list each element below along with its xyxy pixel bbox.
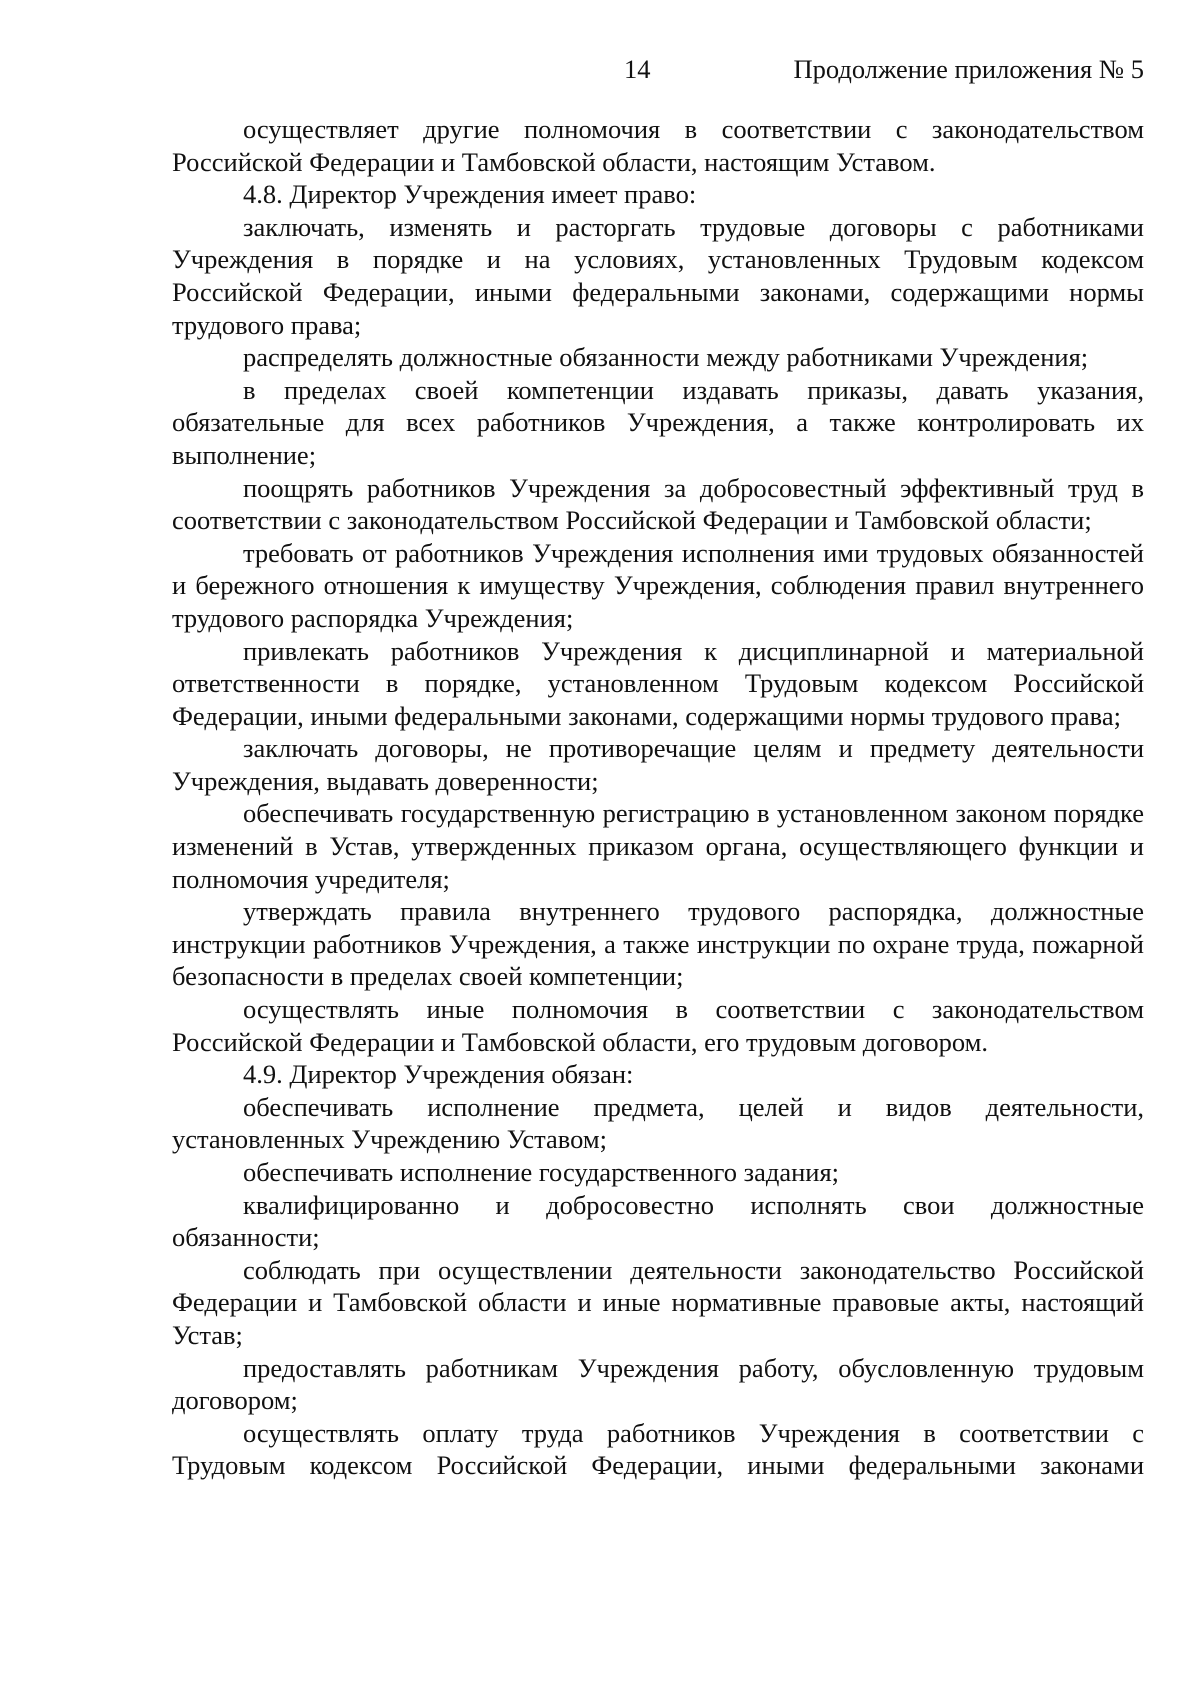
- paragraph: обеспечивать исполнение предмета, целей и видов деятельности, установленных Учреждению Уставом;: [172, 1091, 1144, 1155]
- paragraph: осуществлять оплату труда работников Учреждения в соответствии с Трудовым кодексом Российской Федерации, иными федеральными законами: [172, 1417, 1144, 1481]
- paragraph: заключать, изменять и расторгать трудовые договоры с работниками Учреждения в порядке и на условиях, установленных Трудовым кодексом Российской Федерации, иными федеральными законами, содержащими нормы трудового права;: [172, 211, 1144, 340]
- paragraph: квалифицированно и добросовестно исполнять свои должностные обязанности;: [172, 1189, 1144, 1253]
- paragraph: привлекать работников Учреждения к дисциплинарной и материальной ответственности в порядке, установленном Трудовым кодексом Российской Федерации, иными федеральными законами, содержащими нормы трудового права;: [172, 635, 1144, 731]
- paragraph: осуществлять иные полномочия в соответствии с законодательством Российской Федерации и Тамбовской области, его трудовым договором.: [172, 994, 1144, 1057]
- paragraph: соблюдать при осуществлении деятельности законодательство Российской Федерации и Тамбовской области и иные нормативные правовые акты, настоящий Устав;: [172, 1254, 1144, 1350]
- page-number: 14: [624, 54, 651, 84]
- section-heading-4-9: 4.9. Директор Учреждения обязан:: [243, 1059, 634, 1090]
- appendix-continuation-note: Продолжение приложения № 5: [793, 54, 1144, 84]
- paragraph: предоставлять работникам Учреждения работу, обусловленную трудовым договором;: [172, 1352, 1144, 1416]
- paragraph: требовать от работников Учреждения исполнения ими трудовых обязанностей и бережного отношения к имуществу Учреждения, соблюдения правил внутреннего трудового распорядка Учреждения;: [172, 537, 1144, 633]
- paragraph: обеспечивать исполнение государственного задания;: [243, 1157, 839, 1187]
- paragraph: в пределах своей компетенции издавать приказы, давать указания, обязательные для всех работников Учреждения, а также контролировать их выполнение;: [172, 374, 1144, 470]
- page-header: [172, 54, 1144, 94]
- paragraph: осуществляет другие полномочия в соответствии с законодательством Российской Федерации и Тамбовской области, настоящим Уставом.: [172, 114, 1144, 177]
- section-heading-4-8: 4.8. Директор Учреждения имеет право:: [243, 179, 697, 210]
- paragraph: распределять должностные обязанности между работниками Учреждения;: [243, 342, 1089, 373]
- paragraph: поощрять работников Учреждения за добросовестный эффективный труд в соответствии с законодательством Российской Федерации и Тамбовской области;: [172, 472, 1144, 536]
- document-body: [172, 113, 1144, 1482]
- paragraph: утверждать правила внутреннего трудового распорядка, должностные инструкции работников Учреждения, а также инструкции по охране труда, пожарной безопасности в пределах своей компетенции;: [172, 896, 1144, 992]
- paragraph: заключать договоры, не противоречащие целям и предмету деятельности Учреждения, выдавать доверенности;: [172, 733, 1144, 796]
- paragraph: обеспечивать государственную регистрацию в установленном законом порядке изменений в Устав, утвержденных приказом органа, осуществляющего функции и полномочия учредителя;: [172, 798, 1144, 894]
